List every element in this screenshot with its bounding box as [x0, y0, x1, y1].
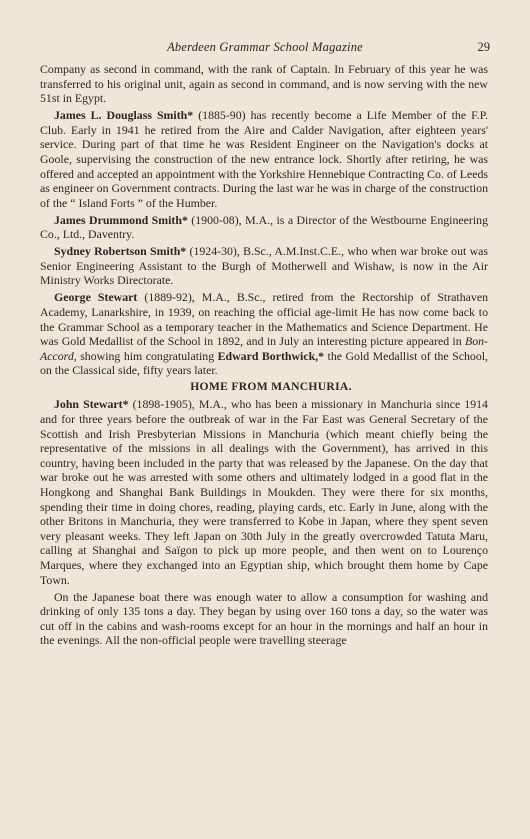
page-header	[40, 40, 490, 58]
paragraph-text: (1885-90) has recently become a Life Member of the F.P. Club. Early in 1941 he retired from the Aire and Calder Navigation, after eighteen years' service. During part of that time he was Resident Engineer on the Navigation's docks at Goole, supervising the construction of the new entrance lock. Shortly after retiring, he was offered and accepted an appointment with the Yorkshire Hennebique Contracting Co. of Leeds as engineer on Government contracts. During the last war he was in charge of the construction of the “ Island Forts ” of the Humber.	[40, 108, 488, 210]
paragraph-japanese-boat: On the Japanese boat there was enough water to allow a consumption for washing and drinking of only 135 tons a day. They began by using over 160 tons a day, so the water was cut off in the cabins and wash-rooms except for an hour in the mornings and half an hour in the evenings. All the non-official people were travelling steerage	[40, 589, 488, 648]
section-heading: HOME FROM MANCHURIA.	[190, 380, 352, 394]
paragraph-george-stewart	[40, 290, 488, 378]
person-name: James Drummond Smith*	[54, 212, 188, 227]
page-number: 29	[477, 40, 490, 54]
paragraph-text: (1898-1905), M.A., who has been a missionary in Manchuria since 1914 and for three years before the outbreak of war in the Far East was General Secretary of the Scottish and Irish Presbyterian Missions in Manchuria (which meant chiefly being the representative of the missions in all dealings with the Government), has arrived in this country, having been included in the party that was released by the Japanese. On the day that war broke out he was arrested with some others and ultimately lodged in a good flat in the Hongkong and Shanghai Bank Buildings in Moukden. They were there for six months, spending their time in doing chores, reading, playing cards, etc. Early in June, along with the other Britons in Manchuria, they were transferred to Kobe in Japan, where they spent seven very pleasant weeks. They left Japan on 30th July in the greatly overcrowded Tatuta Maru, calling at Shanghai and Saïgon to pick up more people, and then went on to Lourenço Marques, where they exchanged into an Egyptian ship, which brought them home by Cape Town.	[40, 397, 488, 587]
publication-title: Bon-Accord	[40, 334, 488, 363]
person-name: Edward Borthwick,*	[217, 348, 325, 363]
paragraph-douglass-smith	[40, 108, 488, 210]
paragraph-continued: Company as second in command, with the rank of Captain. In February of this year he was transferred to his original unit, again as second in command, and is now serving with the new 51st in Egypt.	[40, 62, 488, 106]
person-name: George Stewart	[54, 290, 138, 305]
paragraph-text: the Gold Medallist of the School, on the Classical side, fifty years later.	[40, 348, 489, 378]
paragraph-text: (1900-08), M.A., is a Director of the Westbourne Engineering Co., Ltd., Daventry.	[40, 212, 488, 242]
paragraph-text: , showing him congratulating	[73, 348, 218, 363]
person-name: Sydney Robertson Smith*	[54, 244, 187, 259]
page-body	[40, 62, 488, 650]
person-name: James L. Douglass Smith*	[54, 108, 194, 123]
person-name: John Stewart*	[54, 397, 129, 412]
paragraph-john-stewart	[40, 397, 488, 587]
paragraph-robertson-smith	[40, 244, 488, 288]
paragraph-drummond-smith	[40, 213, 488, 242]
running-title: Aberdeen Grammar School Magazine	[167, 40, 363, 54]
paragraph-text: (1924-30), B.Sc., A.M.Inst.C.E., who when war broke out was Senior Engineering Assistant to the Burgh of Motherwell and Wishaw, is now in the Air Ministry Works Directorate.	[40, 244, 488, 288]
paragraph-text: (1889-92), M.A., B.Sc., retired from the Rectorship of Strathaven Academy, Lanarkshire, in 1939, on reaching the official age-limit He has now come back to the Grammar School as a temporary teacher in the Mathematics and Science Department. He was Gold Medallist of the School in 1892, and in July an interesting picture appeared in	[40, 290, 488, 349]
